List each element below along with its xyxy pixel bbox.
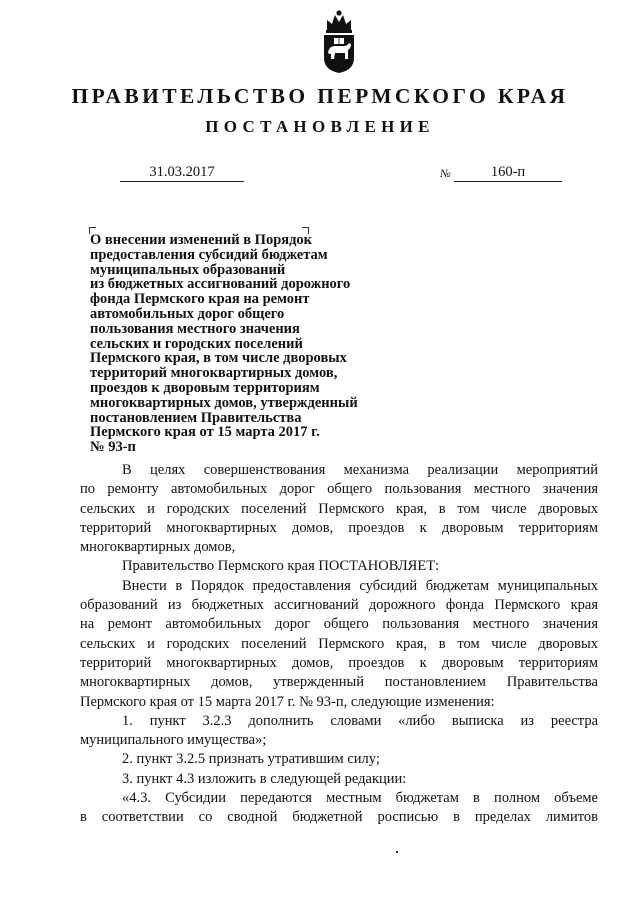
body-line: Пермского края от 15 марта 2017 г. № 93-п, следующие изменения: <box>80 693 495 710</box>
subject-line: предоставления субсидий бюджетам <box>90 246 328 263</box>
subject-line: территорий многоквартирных домов, <box>90 365 338 382</box>
subject-line: О внесении изменений в Порядок <box>90 232 313 248</box>
subject-line: муниципальных образований <box>90 261 286 278</box>
scan-speck <box>396 851 398 853</box>
subject-line: пользования местного значения <box>90 320 300 337</box>
subject-line: № 93-п <box>90 439 136 456</box>
subject-line: проездов к дворовым территориям <box>90 379 320 396</box>
subject-line: Пермского края, в том числе дворовых <box>90 350 347 367</box>
body-line: Внести в Порядок предоставления субсидий бюджетам муниципальных <box>122 577 598 594</box>
subject-line: Пермского края от 15 марта 2017 г. <box>90 424 320 441</box>
body-line: сельских и городских поселений Пермского края, в том числе дворовых <box>80 500 598 517</box>
subject-line: постановлением Правительства <box>90 409 302 426</box>
body-line: Правительство Пермского края ПОСТАНОВЛЯЕТ: <box>122 558 440 575</box>
document-body <box>80 461 598 828</box>
body-line: 3. пункт 4.3 изложить в следующей редакции: <box>122 770 407 787</box>
document-number: 160-п <box>454 163 562 182</box>
document-date: 31.03.2017 <box>120 163 244 182</box>
subject-line: сельских и городских поселений <box>90 335 303 352</box>
organization-title: ПРАВИТЕЛЬСТВО ПЕРМСКОГО КРАЯ <box>71 84 569 108</box>
body-line: образований из бюджетных ассигнований дорожного фонда Пермского края <box>80 597 598 614</box>
body-line: территорий многоквартирных домов, проездов к дворовым территориям <box>80 519 598 536</box>
document-subject <box>90 233 380 455</box>
body-line: 2. пункт 3.2.5 признать утратившим силу; <box>122 751 380 768</box>
body-line: в соответствии со сводной бюджетной росписью в пределах лимитов <box>80 809 598 826</box>
subject-line: фонда Пермского края на ремонт <box>90 291 310 308</box>
body-line: территорий многоквартирных домов, проездов к дворовым территориям <box>80 654 598 671</box>
document-type: ПОСТАНОВЛЕНИЕ <box>205 117 435 136</box>
body-line: муниципального имущества»; <box>80 732 267 749</box>
body-line: многоквартирных домов, <box>80 539 236 556</box>
body-line: 1. пункт 3.2.3 дополнить словами «либо выписка из реестра <box>122 712 598 729</box>
body-line: «4.3. Субсидии передаются местным бюджетам в полном объеме <box>122 790 598 807</box>
number-sign: № <box>440 168 451 180</box>
subject-line: многоквартирных домов, утвержденный <box>90 394 358 411</box>
body-line: по ремонту автомобильных дорог общего пользования местного значения <box>80 481 598 498</box>
body-line: многоквартирных домов, утвержденный постановлением Правительства <box>80 674 598 691</box>
body-line: В целях совершенствования механизма реализации мероприятий <box>122 462 598 478</box>
subject-line: из бюджетных ассигнований дорожного <box>90 276 351 293</box>
subject-line: автомобильных дорог общего <box>90 305 285 322</box>
body-line: сельских и городских поселений Пермского края, в том числе дворовых <box>80 635 598 652</box>
body-line: на ремонт автомобильных дорог общего пользования местного значения <box>80 616 598 633</box>
coat-of-arms-icon <box>318 8 360 74</box>
